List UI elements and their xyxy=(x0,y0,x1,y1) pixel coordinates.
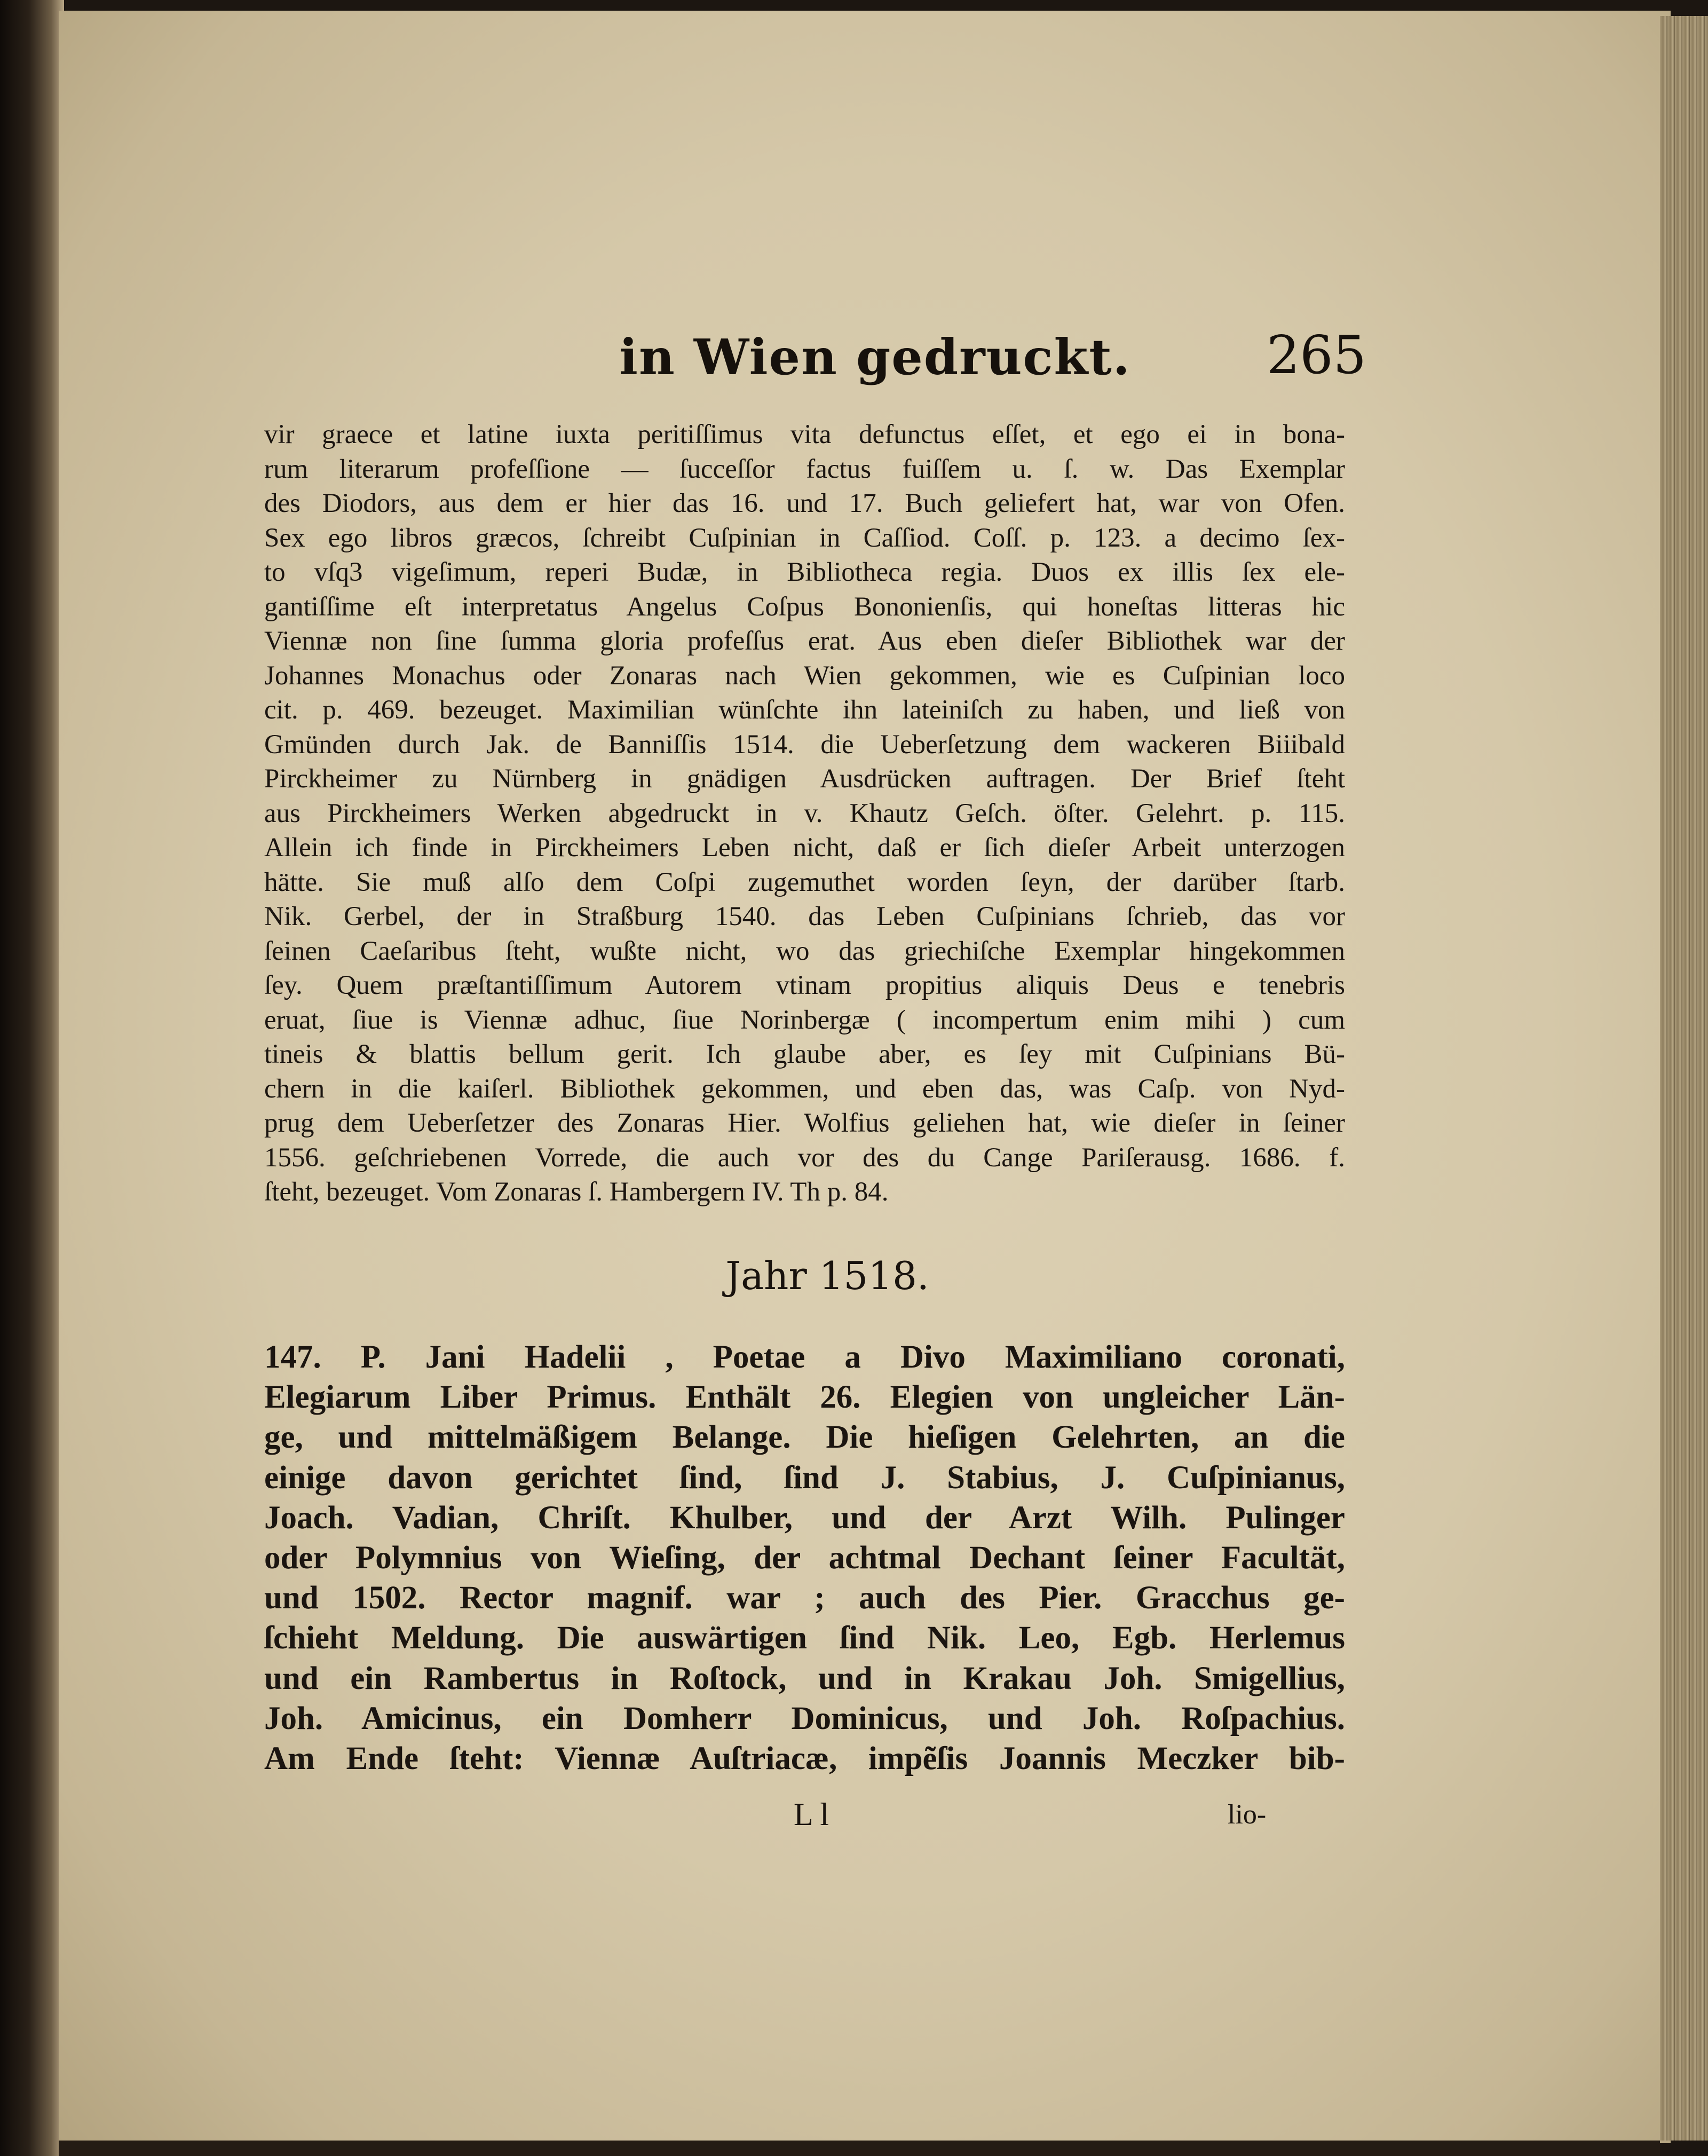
text-line: ſeinen Caeſaribus ſteht, wußte nicht, wo das griechiſche Exemplar hingekommen xyxy=(264,936,1345,966)
text-line: Sex ego libros græcos, ſchreibt Cuſpinian in Caſſiod. Coſſ. p. 123. a decimo ſex- xyxy=(264,523,1345,553)
text-line: cit. p. 469. bezeuget. Maximilian wünſchte ihn lateiniſch zu haben, und ließ von xyxy=(264,695,1345,725)
text-line: rum literarum profeſſione — ſucceſſor factus fuiſſem u. ſ. w. Das Exemplar xyxy=(264,454,1345,484)
text-line: hätte. Sie muß alſo dem Coſpi zugemuthet worden ſeyn, der darüber ſtarb. xyxy=(264,867,1345,897)
book-spine xyxy=(0,0,64,2156)
page-number: 265 xyxy=(1266,325,1366,386)
text-line: gantiſſime eſt interpretatus Angelus Coſpus Bononienſis, qui honeſtas litteras hic xyxy=(264,591,1345,622)
text-line: oder Polymnius von Wieſing, der achtmal Dechant ſeiner Facultät, xyxy=(264,1539,1345,1576)
text-line: Joach. Vadian, Chriſt. Khulber, und der Arzt Wilh. Pulinger xyxy=(264,1499,1345,1536)
paragraph-continuation xyxy=(264,417,1345,1210)
section-heading: Jahr 1518. xyxy=(725,1253,929,1298)
text-line: Johannes Monachus oder Zonaras nach Wien gekommen, wie es Cuſpinian loco xyxy=(264,660,1345,691)
text-line: ſey. Quem præſtantiſſimum Autorem vtinam propitius aliquis Deus e tenebris xyxy=(264,970,1345,1000)
text-line: Nik. Gerbel, der in Straßburg 1540. das Leben Cuſpinians ſchrieb, das vor xyxy=(264,902,1345,931)
page-edges xyxy=(1660,16,1708,2141)
text-line: 1556. geſchriebenen Vorrede, die auch vor des du Cange Pariſerausg. 1686. f. xyxy=(264,1142,1345,1173)
text-line: und 1502. Rector magnif. war ; auch des Pier. Gracchus ge- xyxy=(264,1580,1345,1616)
text-line: prug dem Ueberſetzer des Zonaras Hier. Wolfius geliehen hat, wie dieſer in ſeiner xyxy=(264,1108,1345,1138)
text-line: Am Ende ſteht: Viennæ Auſtriacæ, impẽſis Joannis Meczker bib- xyxy=(264,1740,1345,1776)
text-line: des Diodors, aus dem er hier das 16. und 17. Buch geliefert hat, war von Ofen. xyxy=(264,488,1345,518)
text-line: vir graece et latine iuxta peritiſſimus vita defunctus eſſet, et ego ei in bona- xyxy=(264,420,1345,449)
text-line: ſchieht Meldung. Die auswärtigen ſind Nik. Leo, Egb. Herlemus xyxy=(264,1620,1345,1656)
text-line: to vſq3 vigeſimum, reperi Budæ, in Bibliotheca regia. Duos ex illis ſex ele- xyxy=(264,557,1345,587)
page-bottom-shadow xyxy=(59,2141,1660,2156)
text-line: Gmünden durch Jak. de Banniſſis 1514. die Ueberſetzung dem wackeren Biiibald xyxy=(264,729,1345,760)
text-line: Elegiarum Liber Primus. Enthält 26. Elegien von ungleicher Län- xyxy=(264,1379,1345,1416)
text-line: Allein ich finde in Pirckheimers Leben nicht, daß er ſich dieſer Arbeit unterzogen xyxy=(264,833,1345,863)
entry-147 xyxy=(264,1337,1345,1779)
text-line: Joh. Amicinus, ein Domherr Dominicus, und Joh. Roſpachius. xyxy=(264,1700,1345,1736)
text-line: chern in die kaiſerl. Bibliothek gekommen, und eben das, was Caſp. von Nyd- xyxy=(264,1073,1345,1104)
catchword: lio- xyxy=(1228,1799,1267,1830)
running-head xyxy=(619,325,1366,398)
text-line: aus Pirckheimers Werken abgedruckt in v. Khautz Geſch. öſter. Gelehrt. p. 115. xyxy=(264,798,1345,828)
text-line: 147. P. Jani Hadelii , Poetae a Divo Maximiliano coronati, xyxy=(264,1339,1345,1375)
text-line: eruat, ſiue is Viennæ adhuc, ſiue Norinbergæ ( incompertum enim mihi ) cum xyxy=(264,1005,1345,1035)
running-title: in Wien gedruckt. xyxy=(619,328,1131,386)
text-line: einige davon gerichtet ſind, ſind J. Stabius, J. Cuſpinianus, xyxy=(264,1459,1345,1496)
text-line: tineis & blattis bellum gerit. Ich glaube aber, es ſey mit Cuſpinians Bü- xyxy=(264,1039,1345,1069)
text-line: und ein Rambertus in Roſtock, und in Krakau Joh. Smigellius, xyxy=(264,1660,1345,1696)
text-line: ge, und mittelmäßigem Belange. Die hieſigen Gelehrten, an die xyxy=(264,1419,1345,1456)
signature-mark: L l xyxy=(793,1797,829,1832)
text-line: Viennæ non ſine ſumma gloria profeſſus erat. Aus eben dieſer Bibliothek war der xyxy=(264,626,1345,656)
text-line: Pirckheimer zu Nürnberg in gnädigen Ausdrücken auftragen. Der Brief ſteht xyxy=(264,764,1345,794)
text-line: ſteht, bezeuget. Vom Zonaras ſ. Hambergern IV. Th p. 84. xyxy=(264,1177,889,1207)
